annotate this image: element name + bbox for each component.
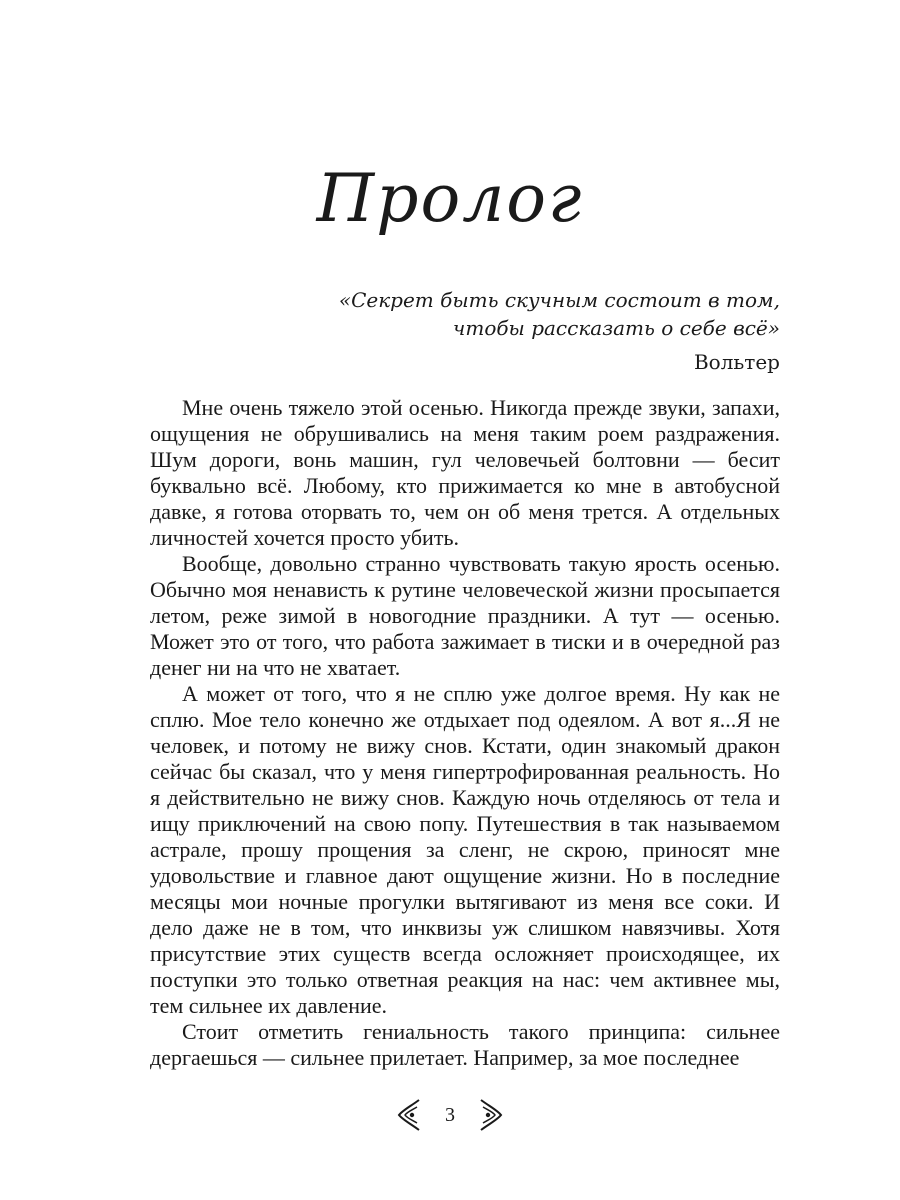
- paragraph: Стоит отметить гениальность такого принципа: сильнее дергаешься — сильнее прилетает. Например, за мое последнее: [150, 1019, 780, 1070]
- left-ornament-icon: [397, 1098, 421, 1132]
- epigraph-author: Вольтер: [693, 350, 780, 374]
- body-text: [150, 395, 780, 1071]
- epigraph-line: «Секрет быть скучным состоит в том,: [338, 288, 780, 312]
- paragraph: Мне очень тяжело этой осенью. Никогда прежде звуки, запахи, ощущения не обрушивались на меня таким роем раздражения. Шум дороги, вонь машин, гул человечьей болтовни — бесит буквально всё. Любому, кто прижимается ко мне в автобусной давке, я готова оторвать то, чем он об меня трется. А отдельных личностей хочется просто убить.: [150, 395, 780, 550]
- page-number: 3: [445, 1103, 455, 1126]
- epigraph: [260, 286, 780, 376]
- page-footer: [0, 1098, 900, 1132]
- epigraph-line: чтобы рассказать о себе всё»: [452, 316, 780, 340]
- paragraph: Вообще, довольно странно чувствовать такую ярость осенью. Обычно моя ненависть к рутине человеческой жизни просыпается летом, реже зимой в новогодние праздники. А тут — осенью. Может это от того, что работа зажимает в тиски и в очередной раз денег ни на что не хватает.: [150, 551, 780, 680]
- chapter-title: Пролог: [316, 160, 584, 237]
- paragraph: А может от того, что я не сплю уже долгое время. Ну как не сплю. Мое тело конечно же отдыхает под одеялом. А вот я...Я не человек, и потому не вижу снов. Кстати, один знакомый дракон сейчас бы сказал, что у меня гипертрофированная реальность. Но я действительно не вижу снов. Каждую ночь отделяюсь от тела и ищу приключений на свою попу. Путешествия в так называемом астрале, прошу прощения за сленг, не скрою, приносят мне удовольствие и главное дают ощущение жизни. Но в последние месяцы мои ночные прогулки вытягивают из меня все соки. И дело даже не в том, что инквизы уж слишком навязчивы. Хотя присутствие этих существ всегда осложняет происходящее, их поступки это только ответная реакция на нас: чем активнее мы, тем сильнее их давление.: [150, 681, 780, 1018]
- right-ornament-icon: [479, 1098, 503, 1132]
